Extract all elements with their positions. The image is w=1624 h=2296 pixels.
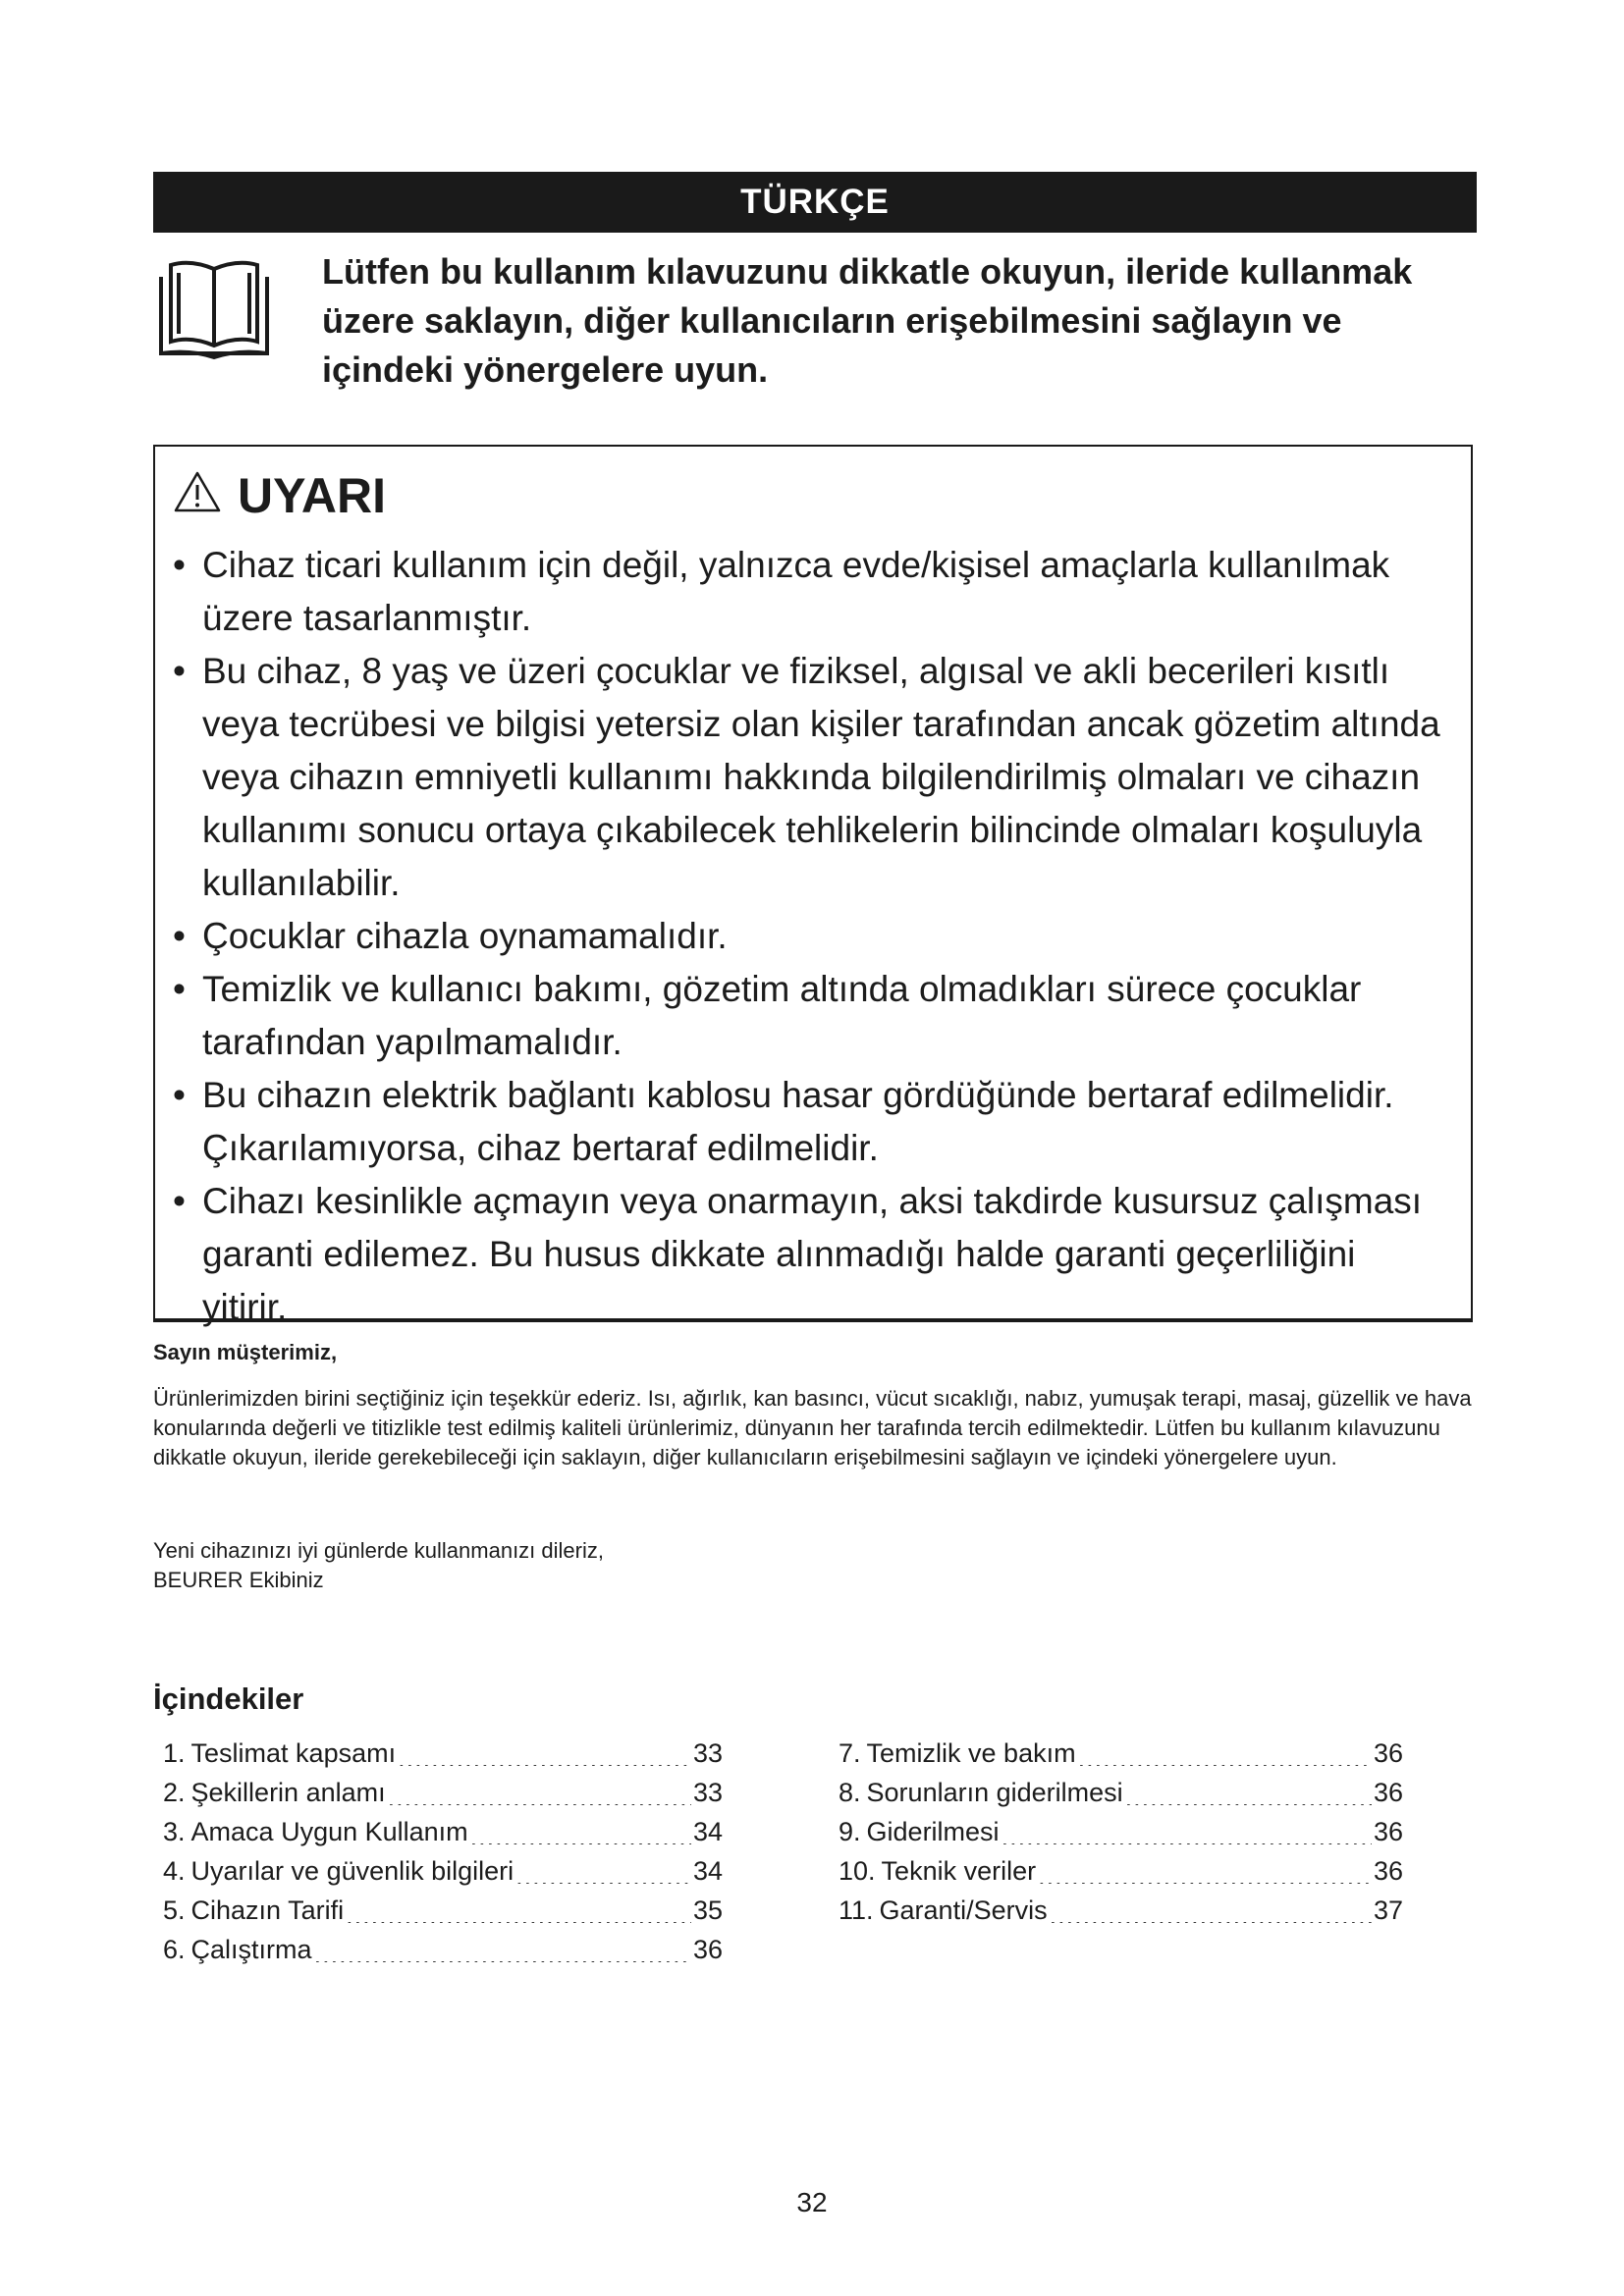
language-header: TÜRKÇE xyxy=(153,172,1477,233)
page-number: 32 xyxy=(796,2187,828,2217)
toc-title: İçindekiler xyxy=(153,1682,304,1716)
toc-item-label: Cihazın Tarifi xyxy=(190,1896,345,1925)
toc-leader-dots xyxy=(1001,1818,1372,1844)
toc-item-number: 1. xyxy=(163,1738,186,1768)
toc-leader-dots xyxy=(346,1896,691,1923)
toc-item[interactable] xyxy=(163,1851,723,1891)
toc-item-label: Uyarılar ve güvenlik bilgileri xyxy=(190,1856,514,1886)
toc-item-number: 2. xyxy=(163,1778,186,1807)
toc-item[interactable] xyxy=(163,1812,723,1851)
toc-item-page: 34 xyxy=(692,1856,723,1886)
toc-item-page: 33 xyxy=(692,1778,723,1807)
toc-item[interactable] xyxy=(163,1930,723,1969)
toc-right-column xyxy=(839,1734,1403,1930)
toc-item-number: 9. xyxy=(839,1817,861,1846)
warning-triangle-icon xyxy=(173,470,222,513)
warning-title: UYARI xyxy=(238,468,386,523)
thanks-paragraph: Ürünlerimizden birini seçtiğiniz için teşekkür ederiz. Isı, ağırlık, kan basıncı, vücut sıcaklığı, nabız, yumuşak terapi, masaj, güzellik ve hava konularında değerli ve titizlikle test edilmiş kaliteli ürünlerimiz, dünyanın her tarafında tercih edilmektedir. Lütfen bu kullanım kılavuzunu dikkatle okuyun, ileride gerekebileceği için saklayın, diğer kullanıcıların erişebilmesini sağlayın ve içindeki yönergelere uyun. xyxy=(153,1386,1472,1469)
toc-item[interactable] xyxy=(163,1734,723,1773)
toc-item-label: Teslimat kapsamı xyxy=(190,1738,397,1768)
toc-item-page: 36 xyxy=(1373,1817,1403,1846)
toc-item-page: 36 xyxy=(692,1935,723,1964)
signature: BEURER Ekibiniz xyxy=(153,1568,324,1592)
toc-item[interactable] xyxy=(163,1773,723,1812)
toc-item-label: Giderilmesi xyxy=(866,1817,1000,1846)
toc-leader-dots xyxy=(470,1818,691,1844)
closing-line: Yeni cihazınızı iyi günlerde kullanmanızı dileriz, xyxy=(153,1538,604,1563)
toc-leader-dots xyxy=(314,1936,691,1962)
toc-leader-dots xyxy=(1078,1739,1372,1766)
warning-list xyxy=(173,539,1449,1334)
toc-item[interactable] xyxy=(839,1891,1403,1930)
toc-left-column xyxy=(163,1734,723,1969)
toc-item[interactable] xyxy=(839,1773,1403,1812)
warning-item: • Temizlik ve kullanıcı bakımı, gözetim altında olmadıkları sürece çocuklar tarafından yapılmamalıdır. xyxy=(173,963,1449,1069)
greeting: Sayın müşterimiz, xyxy=(153,1340,338,1364)
toc-item-label: Sorunların giderilmesi xyxy=(866,1778,1123,1807)
warning-item: • Çocuklar cihazla oynamamalıdır. xyxy=(173,910,1449,963)
toc-leader-dots xyxy=(1038,1857,1372,1884)
toc-item-label: Garanti/Servis xyxy=(879,1896,1048,1925)
toc-item-page: 36 xyxy=(1373,1856,1403,1886)
warning-item: • Bu cihaz, 8 yaş ve üzeri çocuklar ve fiziksel, algısal ve akli becerileri kısıtlı veya tecrübesi ve bilgisi yetersiz olan kişiler tarafından ancak gözetim altında veya cihazın emniyetli kullanımı hakkında bilgilendirilmiş olmaları ve cihazın kullanımı sonucu ortaya çıkabilecek tehlikelerin bilincinde olmaları koşuluyla kullanılabilir. xyxy=(173,645,1449,910)
toc-item-page: 33 xyxy=(692,1738,723,1768)
toc-item[interactable] xyxy=(839,1851,1403,1891)
toc-item[interactable] xyxy=(163,1891,723,1930)
intro-notice xyxy=(153,247,1477,395)
toc-item-page: 36 xyxy=(1373,1738,1403,1768)
intro-text: Lütfen bu kullanım kılavuzunu dikkatle okuyun, ileride kullanmak üzere saklayın, diğer kullanıcıların erişebilmesini sağlayın ve içindeki yönergelere uyun. xyxy=(322,251,1413,390)
toc-leader-dots xyxy=(388,1779,691,1805)
toc-item-page: 37 xyxy=(1373,1896,1403,1925)
toc-item-page: 36 xyxy=(1373,1778,1403,1807)
open-book-icon xyxy=(157,255,271,363)
toc-item-label: Çalıştırma xyxy=(190,1935,312,1964)
toc-item-label: Teknik veriler xyxy=(881,1856,1037,1886)
toc-item-label: Temizlik ve bakım xyxy=(866,1738,1076,1768)
toc-item-number: 3. xyxy=(163,1817,186,1846)
warning-item: • Cihazı kesinlikle açmayın veya onarmayın, aksi takdirde kusursuz çalışması garanti edilemez. Bu husus dikkate alınmadığı halde garanti geçerliliğini yitirir. xyxy=(173,1175,1449,1334)
toc-item-number: 10. xyxy=(839,1856,876,1886)
warning-item: • Cihaz ticari kullanım için değil, yalnızca evde/kişisel amaçlarla kullanılmak üzere tasarlanmıştır. xyxy=(173,539,1449,645)
toc-item-number: 8. xyxy=(839,1778,861,1807)
toc-item[interactable] xyxy=(839,1812,1403,1851)
toc-item-number: 4. xyxy=(163,1856,186,1886)
toc-item-number: 11. xyxy=(839,1896,874,1925)
toc-item-page: 35 xyxy=(692,1896,723,1925)
closing xyxy=(153,1536,604,1595)
toc-leader-dots xyxy=(1125,1779,1372,1805)
toc-leader-dots xyxy=(515,1857,691,1884)
toc-item-page: 34 xyxy=(692,1817,723,1846)
warning-item: • Bu cihazın elektrik bağlantı kablosu hasar gördüğünde bertaraf edilmelidir. Çıkarılamıyorsa, cihaz bertaraf edilmelidir. xyxy=(173,1069,1449,1175)
toc-item-number: 5. xyxy=(163,1896,186,1925)
toc-item-number: 7. xyxy=(839,1738,861,1768)
toc-item-label: Şekillerin anlamı xyxy=(190,1778,386,1807)
toc-leader-dots xyxy=(1050,1896,1372,1923)
toc-item-label: Amaca Uygun Kullanım xyxy=(190,1817,468,1846)
toc-leader-dots xyxy=(398,1739,691,1766)
toc-item[interactable] xyxy=(839,1734,1403,1773)
toc-item-number: 6. xyxy=(163,1935,186,1964)
warning-box xyxy=(153,445,1473,1327)
